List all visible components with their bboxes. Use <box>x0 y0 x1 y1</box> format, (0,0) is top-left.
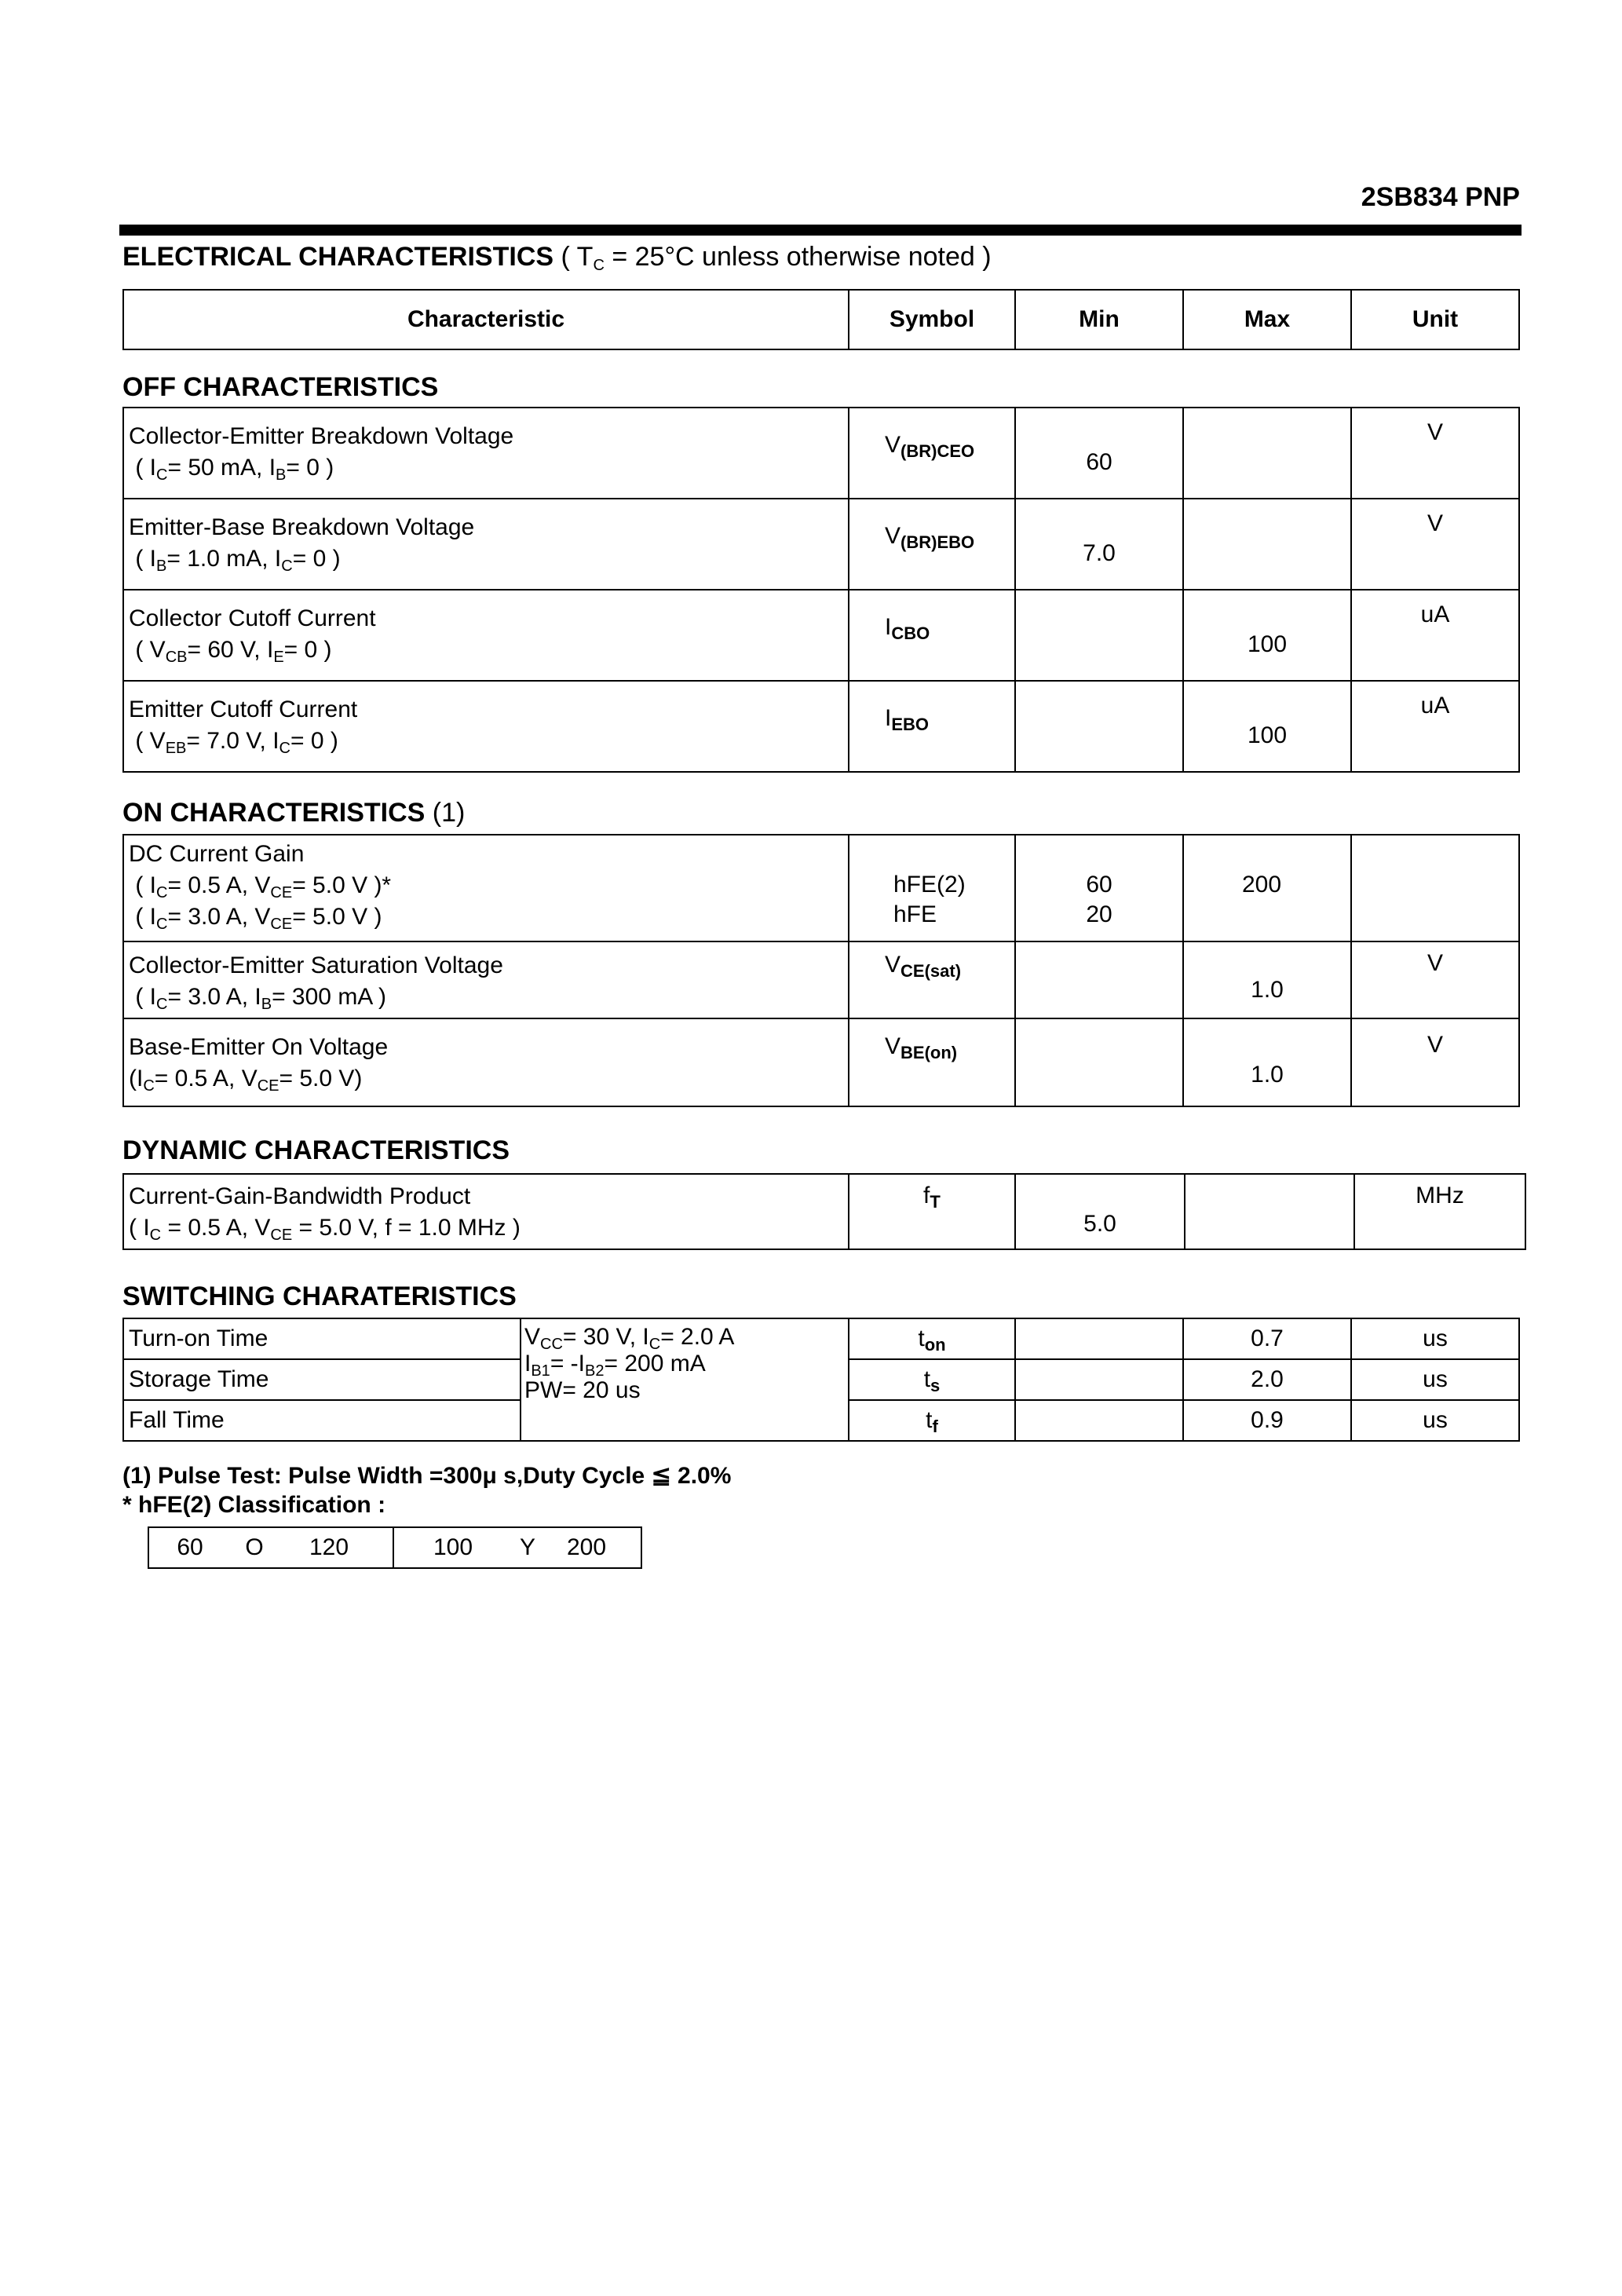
min-cell: 60 20 <box>1015 835 1183 941</box>
dynamic-heading: DYNAMIC CHARACTERISTICS <box>122 1135 510 1165</box>
char-name: Storage Time <box>123 1359 521 1400</box>
symbol-cell: $V_{BE(on)}$ <box>849 1018 1015 1106</box>
char-condition: ( $V_{EB}= 7.0$ V, $I_C= 0$ ) <box>135 728 338 757</box>
min-cell: 5.0 <box>1015 1174 1185 1249</box>
off-table <box>122 407 1520 773</box>
char-condition: ( $I_C= 0.5$ A, $V_{CE}= 5.0$ V )* <box>135 872 392 901</box>
symbol-cell: $V_{(BR)CEO}$ <box>849 408 1015 499</box>
unit-cell: V <box>1351 1018 1519 1106</box>
unit-cell: uA <box>1351 590 1519 681</box>
switching-heading: SWITCHING CHARATERISTICS <box>122 1281 517 1311</box>
min-cell: 60 <box>1015 408 1183 499</box>
char-name: Collector Cutoff Current <box>129 605 376 631</box>
col-max: Max <box>1183 290 1351 349</box>
header-rule <box>119 225 1522 236</box>
max-cell: 100 <box>1183 681 1351 772</box>
char-name: Collector-Emitter Saturation Voltage <box>129 952 503 978</box>
char-condition: ( $I_B= 1.0$ mA, $I_C= 0$ ) <box>135 546 341 575</box>
symbol-cell: $V_{CE(sat)}$ <box>849 941 1015 1018</box>
col-characteristic: Characteristic <box>123 290 849 349</box>
table-row <box>123 408 1519 499</box>
max-cell: 0.9 <box>1183 1400 1351 1441</box>
char-condition: ( $I_C= 3.0$ A, $I_B= 300$ mA ) <box>135 984 386 1013</box>
symbol-cell: $t_s$ <box>849 1359 1015 1400</box>
unit-cell: V <box>1351 499 1519 590</box>
min-cell <box>1015 1018 1183 1106</box>
unit-cell: uA <box>1351 681 1519 772</box>
switching-conditions: $V_{CC}= 30$ V, $I_C= 2.0$ A $I_{B1}= -I_{B2}= 200$ mA PW= 20 us <box>521 1318 849 1441</box>
unit-cell: MHz <box>1354 1174 1525 1249</box>
min-cell <box>1015 1359 1183 1400</box>
pulse-test-note: (1) Pulse Test: Pulse Width =300μ s,Duty Cycle ≦ 2.0% <box>122 1463 732 1489</box>
classification-o: 60 O 120 <box>148 1527 393 1568</box>
unit-cell: us <box>1351 1318 1519 1359</box>
table-row <box>123 590 1519 681</box>
char-name: Base-Emitter On Voltage <box>129 1034 389 1060</box>
max-cell: 2.0 <box>1183 1359 1351 1400</box>
max-cell <box>1185 1174 1354 1249</box>
min-cell <box>1015 681 1183 772</box>
table-row <box>123 941 1519 1018</box>
unit-cell <box>1351 835 1519 941</box>
char-condition: ( $I_C= 3.0$ A, $V_{CE}= 5.0$ V ) <box>135 904 382 933</box>
off-heading: OFF CHARACTERISTICS <box>122 372 439 402</box>
min-cell <box>1015 590 1183 681</box>
col-min: Min <box>1015 290 1183 349</box>
char-condition: ( $I_C = 0.5$ A, $V_{CE} = 5.0$ V, f = 1.0 MHz ) <box>129 1215 521 1244</box>
char-condition: ( $V_{CB}= 60$ V, $I_E= 0$ ) <box>135 637 332 666</box>
char-name: Collector-Emitter Breakdown Voltage <box>129 423 514 449</box>
unit-cell: V <box>1351 941 1519 1018</box>
min-cell <box>1015 1318 1183 1359</box>
page-title: ELECTRICAL CHARACTERISTICS ( $T_C = 25^\circ C$ unless otherwise noted ) <box>122 242 992 274</box>
table-row <box>123 499 1519 590</box>
table-row <box>123 835 1519 941</box>
symbol-cell: $I_{EBO}$ <box>849 681 1015 772</box>
col-unit: Unit <box>1351 290 1519 349</box>
char-name: Emitter Cutoff Current <box>129 696 358 722</box>
symbol-cell: $V_{(BR)EBO}$ <box>849 499 1015 590</box>
char-name: Turn-on Time <box>123 1318 521 1359</box>
header-table <box>122 289 1520 350</box>
char-name: Current-Gain-Bandwidth Product <box>129 1183 471 1209</box>
min-cell <box>1015 941 1183 1018</box>
symbol-cell: $I_{CBO}$ <box>849 590 1015 681</box>
classification-table <box>148 1526 642 1569</box>
symbol-cell: hFE(2) hFE <box>849 835 1015 941</box>
char-condition: ( $I_C= 50$ mA, $I_B= 0$ ) <box>135 455 334 484</box>
min-cell: 7.0 <box>1015 499 1183 590</box>
classification-label: * hFE(2) Classification : <box>122 1492 386 1518</box>
min-cell <box>1015 1400 1183 1441</box>
char-name: Emitter-Base Breakdown Voltage <box>129 514 475 540</box>
dynamic-table <box>122 1173 1526 1250</box>
table-row <box>123 1174 1525 1249</box>
table-row <box>148 1527 641 1568</box>
symbol-cell: $t_{on}$ <box>849 1318 1015 1359</box>
max-cell <box>1183 408 1351 499</box>
table-row <box>123 1018 1519 1106</box>
classification-y: 100 Y 200 <box>393 1527 641 1568</box>
char-name: Fall Time <box>123 1400 521 1441</box>
col-symbol: Symbol <box>849 290 1015 349</box>
unit-cell: V <box>1351 408 1519 499</box>
symbol-cell: $f_T$ <box>849 1174 1015 1249</box>
max-cell: 200 <box>1183 835 1351 941</box>
part-number: 2SB834 PNP <box>1361 182 1520 212</box>
max-cell: 100 <box>1183 590 1351 681</box>
max-cell <box>1183 499 1351 590</box>
table-row <box>123 1318 1519 1359</box>
symbol-cell: $t_f$ <box>849 1400 1015 1441</box>
max-cell: 0.7 <box>1183 1318 1351 1359</box>
char-name: DC Current Gain <box>129 841 305 867</box>
switching-table <box>122 1318 1520 1442</box>
unit-cell: us <box>1351 1400 1519 1441</box>
max-cell: 1.0 <box>1183 941 1351 1018</box>
on-table <box>122 834 1520 1107</box>
unit-cell: us <box>1351 1359 1519 1400</box>
char-condition: ($I_C= 0.5$ A, $V_{CE}= 5.0$ V) <box>129 1066 363 1095</box>
max-cell: 1.0 <box>1183 1018 1351 1106</box>
on-heading: ON CHARACTERISTICS (1) <box>122 798 466 828</box>
table-row <box>123 681 1519 772</box>
